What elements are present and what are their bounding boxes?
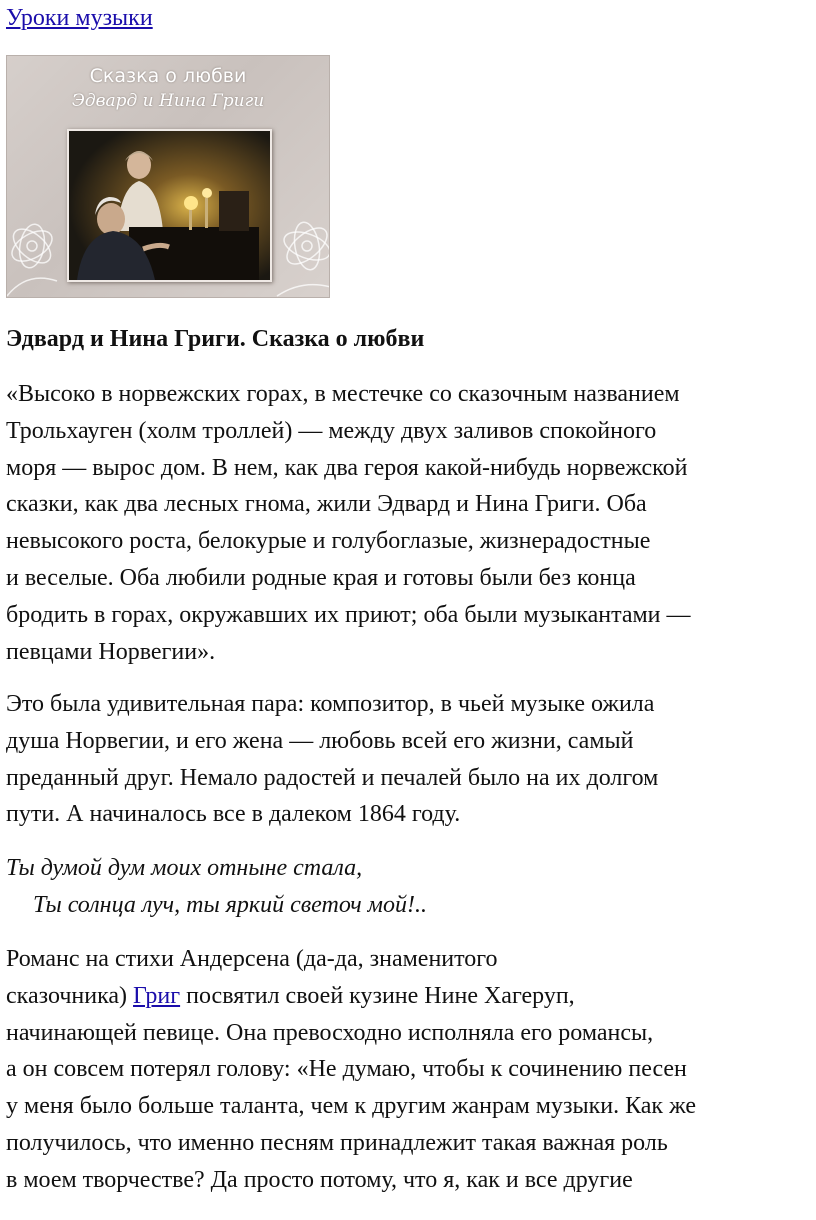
text-line: певцами Норвегии». bbox=[6, 638, 216, 665]
text-line: сказки, как два лесных гнома, жили Эдвард и Нина Григи. Оба bbox=[6, 491, 647, 518]
text-fragment: сказочника) bbox=[6, 982, 134, 1009]
text-line: пути. А начиналось все в далеком 1864 году. bbox=[6, 801, 461, 828]
cover-subtitle: Эдвард и Нина Григи bbox=[71, 91, 265, 111]
text-line: преданный друг. Немало радостей и печалей было на их долгом bbox=[6, 764, 659, 791]
poem-line: Ты солнца луч, ты яркий светоч мой!.. bbox=[33, 891, 427, 918]
article-title: Эдвард и Нина Григи. Сказка о любви bbox=[6, 326, 425, 352]
text-line: «Высоко в норвежских горах, в местечке со сказочным названием bbox=[6, 381, 680, 407]
text-line: а он совсем потерял голову: «Не думаю, чтобы к сочинению песен bbox=[6, 1056, 687, 1083]
text-line: у меня было больше таланта, чем к другим жанрам музыки. Как же bbox=[6, 1093, 697, 1120]
text-line: душа Норвегии, и его жена — любовь всей его жизни, самый bbox=[6, 727, 634, 754]
text-line: Это была удивительная пара: композитор, в чьей музыке ожила bbox=[6, 691, 655, 717]
text-line: бродить в горах, окружавших их приют; оба были музыкантами — bbox=[6, 601, 691, 628]
text-line: Романс на стихи Андерсена (да-да, знаменитого bbox=[6, 946, 498, 972]
text-line: получилось, что именно песням принадлежит такая важная роль bbox=[6, 1129, 668, 1156]
text-fragment: посвятил своей кузине Нине Хагеруп, bbox=[180, 982, 575, 1009]
poem-quote bbox=[6, 850, 427, 924]
text-line: в моем творчестве? Да просто потому, что я, как и все другие bbox=[6, 1166, 633, 1193]
text-line: начинающей певице. Она превосходно исполняла его романсы, bbox=[6, 1019, 654, 1046]
cover-title: Сказка о любви bbox=[89, 65, 247, 87]
painting-image bbox=[67, 129, 272, 282]
text-line: невысокого роста, белокурые и голубоглазые, жизнерадостные bbox=[6, 528, 651, 555]
cover-image bbox=[6, 55, 330, 298]
paragraph-3 bbox=[6, 941, 696, 1199]
text-line: и веселые. Оба любили родные края и готовы были без конца bbox=[6, 564, 636, 591]
paragraph-1 bbox=[6, 376, 691, 670]
painting-illustration bbox=[69, 131, 270, 280]
grieg-link[interactable]: Григ bbox=[133, 982, 181, 1009]
poem-line: Ты думой дум моих отныне стала, bbox=[6, 855, 363, 881]
text-line-with-link bbox=[6, 978, 696, 1015]
text-line: моря — вырос дом. В нем, как два героя какой-нибудь норвежской bbox=[6, 454, 688, 481]
paragraph-2 bbox=[6, 686, 658, 833]
text-line: Трольхауген (холм троллей) — между двух заливов спокойного bbox=[6, 417, 657, 444]
lessons-music-link[interactable]: Уроки музыки bbox=[6, 5, 153, 31]
